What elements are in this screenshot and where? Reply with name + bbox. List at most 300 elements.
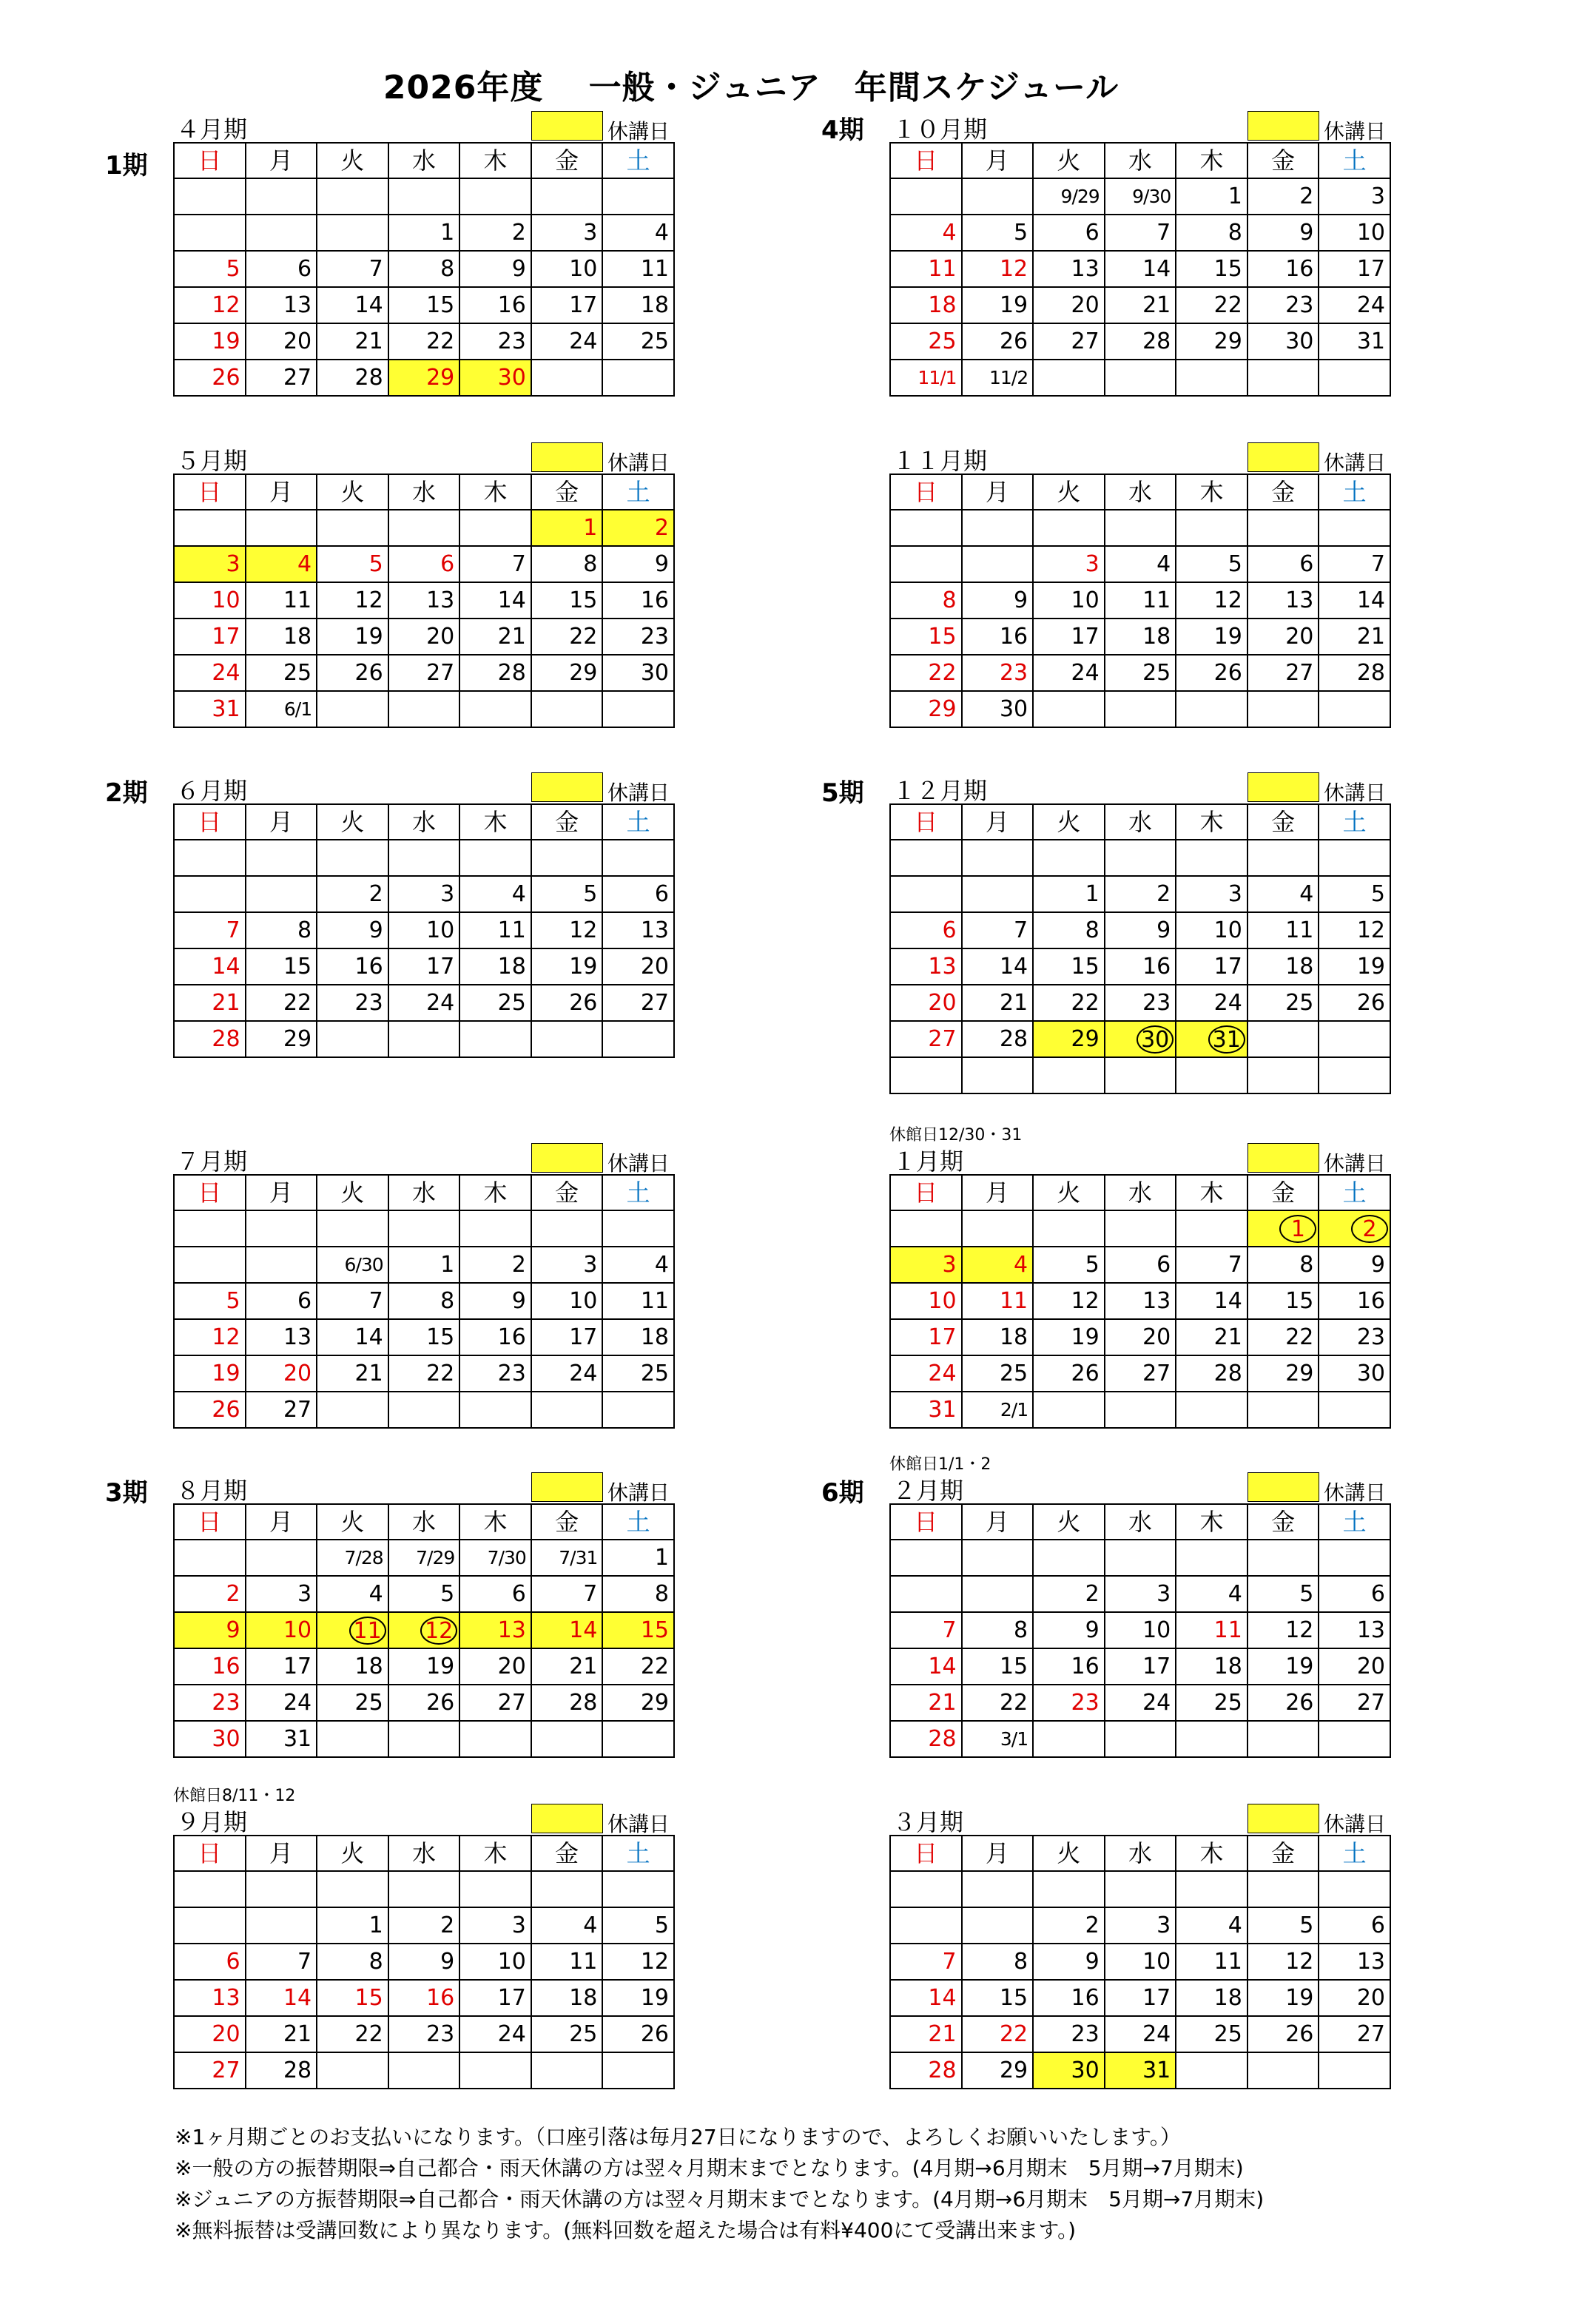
day-number: 7 (1228, 1251, 1242, 1278)
weekday-header-row (890, 474, 1390, 510)
calendar-table (889, 473, 1391, 728)
day-cell (602, 582, 674, 619)
day-cell (1247, 1685, 1319, 1721)
day-number: 30 (497, 364, 526, 391)
day-cell (1247, 323, 1319, 360)
day-number: 24 (1142, 2021, 1171, 2047)
day-number: 23 (426, 2021, 455, 2047)
weekday-header-row (174, 474, 674, 510)
day-number: 12 (420, 1617, 457, 1645)
day-number: 1 (654, 1544, 669, 1571)
day-cell (1247, 1021, 1319, 1057)
day-number: 15 (283, 953, 312, 980)
day-cell (1033, 619, 1105, 655)
month-header (173, 111, 673, 142)
weekday-cell: 木 (459, 1175, 531, 1210)
legend-swatch (1247, 1143, 1319, 1173)
day-cell (1319, 985, 1390, 1021)
day-cell (1033, 251, 1105, 287)
day-cell (1033, 840, 1105, 876)
day-cell (174, 655, 246, 691)
day-cell (890, 1907, 962, 1944)
day-cell (890, 1576, 962, 1612)
day-number: 5 (654, 1912, 669, 1938)
day-cell (174, 1721, 246, 1757)
day-cell (962, 840, 1034, 876)
day-number: 29 (1285, 1360, 1314, 1386)
day-cell (531, 546, 603, 582)
day-cell-no-class (1105, 2052, 1176, 2089)
day-cell (1319, 1283, 1390, 1319)
day-number: 19 (999, 291, 1028, 318)
weekday-cell: 月 (962, 1504, 1034, 1540)
week-row (890, 948, 1390, 985)
footnote-1: ※1ヶ月期ごとのお支払いになります。（口座引落は毎月27日になりますので、よろしくお願いいたします。） (175, 2125, 1181, 2149)
day-cell (1033, 1907, 1105, 1944)
day-number: 25 (354, 1689, 383, 1716)
day-cell (174, 1210, 246, 1247)
day-number: 22 (1285, 1324, 1314, 1350)
week-row (890, 178, 1390, 215)
day-number: 2 (1299, 183, 1314, 209)
day-cell (246, 2052, 317, 2089)
day-cell (962, 1685, 1034, 1721)
day-cell (174, 985, 246, 1021)
day-number: 21 (212, 989, 240, 1016)
weekday-cell: 月 (246, 804, 317, 840)
day-number: 2 (511, 1251, 526, 1278)
day-cell (962, 582, 1034, 619)
day-cell (174, 619, 246, 655)
period-label-3: 3期 (105, 1478, 148, 1508)
day-number: 26 (426, 1689, 455, 1716)
day-number: 14 (999, 953, 1028, 980)
day-cell-no-class (388, 1612, 460, 1648)
week-row (890, 360, 1390, 396)
weekday-cell: 土 (1319, 1175, 1390, 1210)
day-cell (317, 1355, 388, 1392)
day-number: 7 (942, 1617, 957, 1643)
day-cell-no-class (1033, 1021, 1105, 1057)
day-cell (1105, 912, 1176, 948)
day-cell-no-class (531, 510, 603, 546)
day-number: 17 (1142, 1984, 1171, 2011)
week-row (890, 1283, 1390, 1319)
day-cell (174, 178, 246, 215)
day-number: 7/29 (416, 1547, 455, 1568)
week-row (174, 1871, 674, 1907)
day-number: 20 (640, 953, 669, 980)
day-number: 14 (1142, 255, 1171, 282)
day-number: 2 (1085, 1580, 1100, 1607)
day-cell (174, 1685, 246, 1721)
day-cell (962, 510, 1034, 546)
day-number: 16 (426, 1984, 455, 2011)
month-title: ６月期 (176, 777, 248, 805)
day-number: 20 (283, 1360, 312, 1386)
day-number: 13 (928, 953, 957, 980)
day-number: 16 (999, 623, 1028, 650)
day-number: 9 (654, 550, 669, 577)
day-number: 22 (426, 1360, 455, 1386)
day-number: 9/29 (1060, 186, 1100, 207)
day-number: 6 (1085, 219, 1100, 246)
day-number: 27 (212, 2057, 240, 2083)
day-number: 9 (1085, 1617, 1100, 1643)
day-cell (459, 582, 531, 619)
day-cell (962, 1210, 1034, 1247)
day-number: 13 (1285, 587, 1314, 613)
day-number: 11 (1142, 587, 1171, 613)
week-row (174, 2052, 674, 2089)
day-number: 6 (1370, 1580, 1385, 1607)
day-number: 18 (640, 1324, 669, 1350)
day-cell (1105, 1392, 1176, 1428)
day-cell (388, 985, 460, 1021)
day-number: 9 (511, 255, 526, 282)
day-number: 18 (928, 291, 957, 318)
day-number: 25 (640, 1360, 669, 1386)
day-cell (890, 1944, 962, 1980)
legend-label: 休講日 (607, 1812, 670, 1836)
day-cell (388, 1247, 460, 1283)
day-cell (1319, 251, 1390, 287)
day-cell (1247, 1319, 1319, 1355)
day-number: 12 (569, 917, 598, 943)
day-cell (1033, 912, 1105, 948)
day-cell-no-class (174, 546, 246, 582)
day-number: 3 (942, 1251, 957, 1278)
day-cell (1176, 1907, 1247, 1944)
day-cell (1247, 287, 1319, 323)
day-cell (1319, 360, 1390, 396)
day-number: 17 (569, 291, 598, 318)
week-row (174, 1648, 674, 1685)
day-cell (1033, 691, 1105, 727)
weekday-cell: 月 (962, 804, 1034, 840)
day-cell (459, 1685, 531, 1721)
day-number: 21 (1142, 291, 1171, 318)
day-number: 18 (1213, 1653, 1242, 1679)
day-cell (531, 1980, 603, 2016)
day-number: 23 (1071, 2021, 1100, 2047)
week-row (890, 1944, 1390, 1980)
day-cell-no-class (1247, 1210, 1319, 1247)
day-cell (890, 1612, 962, 1648)
day-cell (388, 1576, 460, 1612)
calendar-table (173, 1174, 675, 1429)
day-cell (602, 1648, 674, 1685)
day-cell (1105, 1057, 1176, 1093)
calendar-table (173, 473, 675, 728)
weekday-cell: 土 (1319, 1836, 1390, 1871)
calendar-table (889, 1503, 1391, 1758)
page-title: 2026年度 一般・ジュニア 年間スケジュール (383, 69, 1119, 107)
day-cell (317, 691, 388, 727)
day-cell (1105, 1612, 1176, 1648)
day-number: 20 (1356, 1984, 1385, 2011)
day-number: 29 (928, 695, 957, 722)
day-cell (531, 1283, 603, 1319)
week-row (174, 1319, 674, 1355)
day-number: 4 (1299, 880, 1314, 907)
day-cell (174, 1944, 246, 1980)
day-cell (174, 582, 246, 619)
day-number: 29 (426, 364, 455, 391)
day-cell (459, 251, 531, 287)
day-number: 17 (1142, 1653, 1171, 1679)
day-cell (1319, 178, 1390, 215)
day-cell (1176, 510, 1247, 546)
day-cell (246, 1021, 317, 1057)
closure-note: 休館日8/11・12 (173, 1787, 296, 1805)
day-number: 13 (426, 587, 455, 613)
day-number: 12 (1285, 1617, 1314, 1643)
week-row (174, 1392, 674, 1428)
day-number: 10 (928, 1287, 957, 1314)
day-cell (459, 1021, 531, 1057)
legend-label: 休講日 (607, 781, 670, 805)
day-cell (174, 1283, 246, 1319)
week-row (174, 323, 674, 360)
day-cell (1105, 546, 1176, 582)
day-cell (459, 1283, 531, 1319)
day-number: 5 (1299, 1580, 1314, 1607)
day-cell (602, 1319, 674, 1355)
day-cell (459, 215, 531, 251)
day-number: 18 (354, 1653, 383, 1679)
day-cell (459, 510, 531, 546)
day-cell (531, 1944, 603, 1980)
day-number: 22 (569, 623, 598, 650)
day-cell (602, 287, 674, 323)
day-number: 18 (1213, 1984, 1242, 2011)
day-number: 9 (226, 1617, 240, 1643)
day-cell (602, 2016, 674, 2052)
day-cell (1176, 1247, 1247, 1283)
day-cell (1105, 1540, 1176, 1576)
footnote-4: ※無料振替は受講回数により異なります。(無料回数を超えた場合は有料¥400にて受講出来ます。) (175, 2218, 1077, 2242)
day-number: 23 (354, 989, 383, 1016)
period-label-2: 2期 (105, 778, 148, 808)
day-cell (602, 1355, 674, 1392)
week-row (174, 287, 674, 323)
legend-label: 休講日 (607, 1480, 670, 1505)
day-cell (1247, 1648, 1319, 1685)
day-cell (1247, 1283, 1319, 1319)
weekday-cell: 火 (317, 474, 388, 510)
day-number: 8 (1014, 1948, 1028, 1975)
day-cell (1176, 948, 1247, 985)
day-cell (1247, 985, 1319, 1021)
day-number: 4 (511, 880, 526, 907)
day-number: 12 (212, 291, 240, 318)
day-cell (1033, 2016, 1105, 2052)
day-cell (602, 1980, 674, 2016)
day-number: 6 (654, 880, 669, 907)
day-cell (1176, 1319, 1247, 1355)
day-cell (246, 1540, 317, 1576)
day-cell (531, 323, 603, 360)
day-number: 18 (640, 291, 669, 318)
day-cell (459, 1871, 531, 1907)
day-cell (317, 582, 388, 619)
day-cell (174, 1247, 246, 1283)
day-number: 11 (1213, 1948, 1242, 1975)
day-number: 10 (426, 917, 455, 943)
day-cell (317, 360, 388, 396)
day-number: 21 (999, 989, 1028, 1016)
legend-label: 休講日 (607, 1151, 670, 1176)
day-cell (1105, 1648, 1176, 1685)
week-row (890, 1907, 1390, 1944)
day-cell (246, 582, 317, 619)
day-number: 8 (368, 1948, 383, 1975)
day-cell (531, 985, 603, 1021)
day-cell (246, 1980, 317, 2016)
weekday-header-row (890, 1175, 1390, 1210)
day-number: 6 (440, 550, 455, 577)
day-cell (317, 2052, 388, 2089)
day-cell (962, 655, 1034, 691)
day-number: 27 (283, 364, 312, 391)
day-cell (1247, 912, 1319, 948)
day-cell (1105, 1685, 1176, 1721)
day-number: 10 (1142, 1948, 1171, 1975)
day-cell (388, 2016, 460, 2052)
day-number: 30 (1285, 328, 1314, 354)
day-cell (174, 251, 246, 287)
day-cell (388, 1871, 460, 1907)
day-cell (1033, 655, 1105, 691)
day-number: 2 (440, 1912, 455, 1938)
day-cell (602, 1576, 674, 1612)
day-number: 5 (226, 1287, 240, 1314)
day-number: 2 (654, 514, 669, 541)
day-number: 28 (354, 364, 383, 391)
day-cell (246, 1576, 317, 1612)
legend-swatch (531, 772, 603, 802)
day-number: 23 (497, 328, 526, 354)
day-cell (1319, 287, 1390, 323)
day-number: 1 (1085, 880, 1100, 907)
week-row (890, 546, 1390, 582)
day-cell (317, 1392, 388, 1428)
weekday-cell: 日 (890, 1504, 962, 1540)
day-number: 12 (1071, 1287, 1100, 1314)
day-cell (890, 287, 962, 323)
weekday-cell: 金 (1247, 804, 1319, 840)
weekday-cell: 金 (1247, 1504, 1319, 1540)
day-cell (890, 1319, 962, 1355)
day-number: 21 (283, 2021, 312, 2047)
day-cell (459, 1247, 531, 1283)
day-number: 2 (511, 219, 526, 246)
day-number: 23 (999, 659, 1028, 686)
day-cell (1105, 1319, 1176, 1355)
day-cell (1033, 1355, 1105, 1392)
day-cell (388, 912, 460, 948)
day-cell (1105, 985, 1176, 1021)
day-cell (388, 1283, 460, 1319)
day-cell (1319, 1944, 1390, 1980)
day-cell (246, 2016, 317, 2052)
day-cell (1176, 1685, 1247, 1721)
weekday-cell: 金 (531, 474, 603, 510)
day-number: 29 (1071, 1025, 1100, 1052)
week-row (890, 1021, 1390, 1057)
weekday-cell: 水 (1105, 1175, 1176, 1210)
day-number: 5 (1228, 550, 1242, 577)
day-number: 9 (368, 917, 383, 943)
day-number: 13 (497, 1617, 526, 1643)
day-cell (246, 1907, 317, 1944)
day-cell (962, 1283, 1034, 1319)
day-cell (1176, 178, 1247, 215)
day-number: 1 (1279, 1215, 1316, 1243)
day-cell (602, 985, 674, 1021)
day-number: 15 (640, 1617, 669, 1643)
weekday-header-row (174, 143, 674, 178)
calendar-table (889, 142, 1391, 397)
week-row (174, 1980, 674, 2016)
month-header (173, 1143, 673, 1174)
month-header (889, 442, 1390, 473)
day-cell (246, 1319, 317, 1355)
week-row (174, 1907, 674, 1944)
day-cell (531, 178, 603, 215)
weekday-cell: 水 (388, 474, 460, 510)
day-number: 10 (1213, 917, 1242, 943)
day-cell-no-class (1176, 1021, 1247, 1057)
day-number: 25 (640, 328, 669, 354)
day-cell (1105, 1247, 1176, 1283)
week-row (174, 619, 674, 655)
month-calendar (173, 1472, 673, 1758)
week-row (890, 1057, 1390, 1093)
day-cell (890, 510, 962, 546)
day-number: 28 (212, 1025, 240, 1052)
day-cell (890, 360, 962, 396)
day-number: 4 (654, 1251, 669, 1278)
weekday-cell: 木 (1176, 474, 1247, 510)
legend-swatch (1247, 772, 1319, 802)
month-title: ４月期 (176, 115, 248, 144)
day-number: 21 (354, 1360, 383, 1386)
day-number: 4 (368, 1580, 383, 1607)
day-cell (1247, 619, 1319, 655)
week-row (890, 510, 1390, 546)
day-cell (1105, 360, 1176, 396)
week-row (890, 912, 1390, 948)
day-cell (246, 691, 317, 727)
day-cell (962, 178, 1034, 215)
day-cell (1319, 1355, 1390, 1392)
weekday-cell: 金 (1247, 1836, 1319, 1871)
month-title: ２月期 (892, 1477, 964, 1505)
day-cell (388, 178, 460, 215)
day-number: 15 (569, 587, 598, 613)
day-cell (1247, 1540, 1319, 1576)
footnote-3: ※ジュニアの方振替期限⇒自己都合・雨天休講の方は翌々月期末までとなります。(4月期→6月期末 5月期→7月期末) (175, 2187, 1265, 2211)
weekday-cell: 火 (317, 143, 388, 178)
day-number: 11 (999, 1287, 1028, 1314)
day-cell (174, 1980, 246, 2016)
day-cell (1319, 948, 1390, 985)
day-number: 29 (999, 2057, 1028, 2083)
day-number: 4 (942, 219, 957, 246)
day-number: 29 (1213, 328, 1242, 354)
